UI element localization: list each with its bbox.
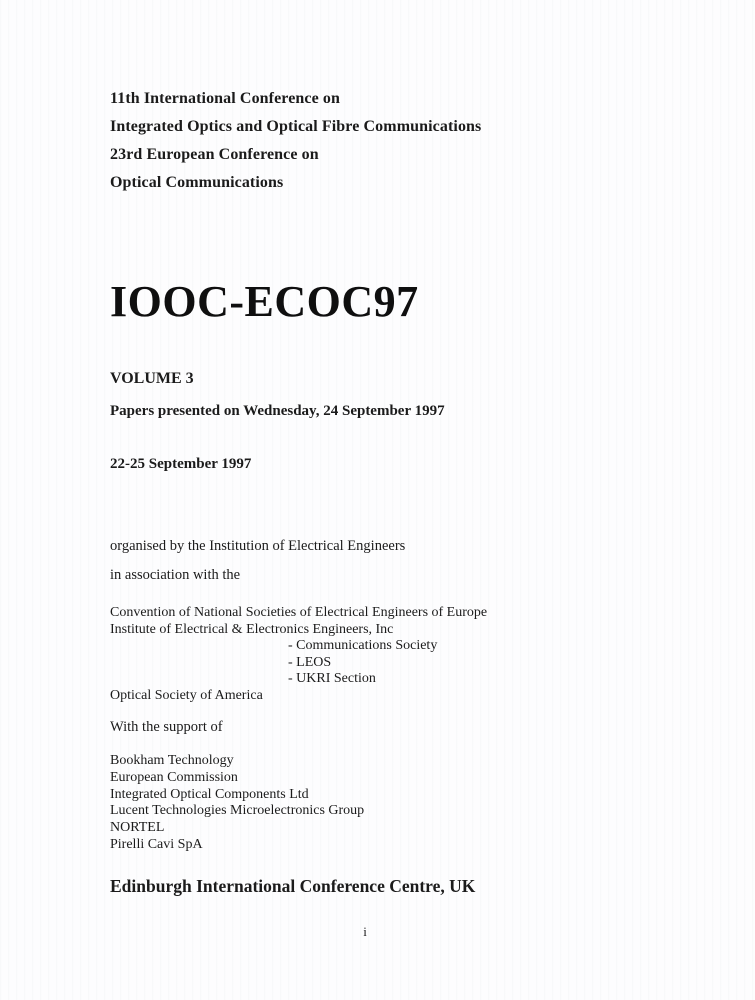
- sponsor-item: Lucent Technologies Microelectronics Group: [110, 803, 365, 819]
- association-item: Optical Society of America: [110, 687, 263, 703]
- sponsor-item: Pirelli Cavi SpA: [110, 836, 203, 852]
- association-item: Convention of National Societies of Electrical Engineers of Europe: [110, 605, 488, 620]
- conference-header-line: 11th International Conference on: [110, 90, 341, 107]
- association-item: - Communications Society: [288, 638, 438, 653]
- venue-line: Edinburgh International Conference Centre, UK: [110, 876, 476, 896]
- page-number: i: [363, 924, 367, 939]
- conference-header-line: Integrated Optics and Optical Fibre Communications: [110, 118, 482, 135]
- conference-header: [110, 85, 481, 197]
- conference-header-line: Optical Communications: [110, 174, 284, 191]
- sponsor-item: Bookham Technology: [110, 753, 234, 768]
- sponsor-list: [110, 753, 364, 854]
- support-intro: With the support of: [110, 719, 223, 735]
- conference-header-line: 23rd European Conference on: [110, 146, 319, 163]
- association-item: - LEOS: [288, 654, 332, 670]
- association-intro: in association with the: [110, 567, 241, 583]
- volume-label: VOLUME 3: [110, 370, 194, 387]
- conference-dates: 22-25 September 1997: [110, 456, 252, 472]
- page-title: IOOC-ECOC97: [110, 277, 419, 326]
- organiser-line: organised by the Institution of Electrical Engineers: [110, 538, 406, 554]
- sponsor-item: European Commission: [110, 769, 238, 785]
- association-list: [110, 605, 487, 704]
- papers-presented-line: Papers presented on Wednesday, 24 September 1997: [110, 403, 445, 419]
- association-item: - UKRI Section: [288, 671, 376, 686]
- sponsor-item: Integrated Optical Components Ltd: [110, 786, 309, 802]
- sponsor-item: NORTEL: [110, 820, 165, 836]
- association-item: Institute of Electrical & Electronics Engineers, Inc: [110, 621, 394, 637]
